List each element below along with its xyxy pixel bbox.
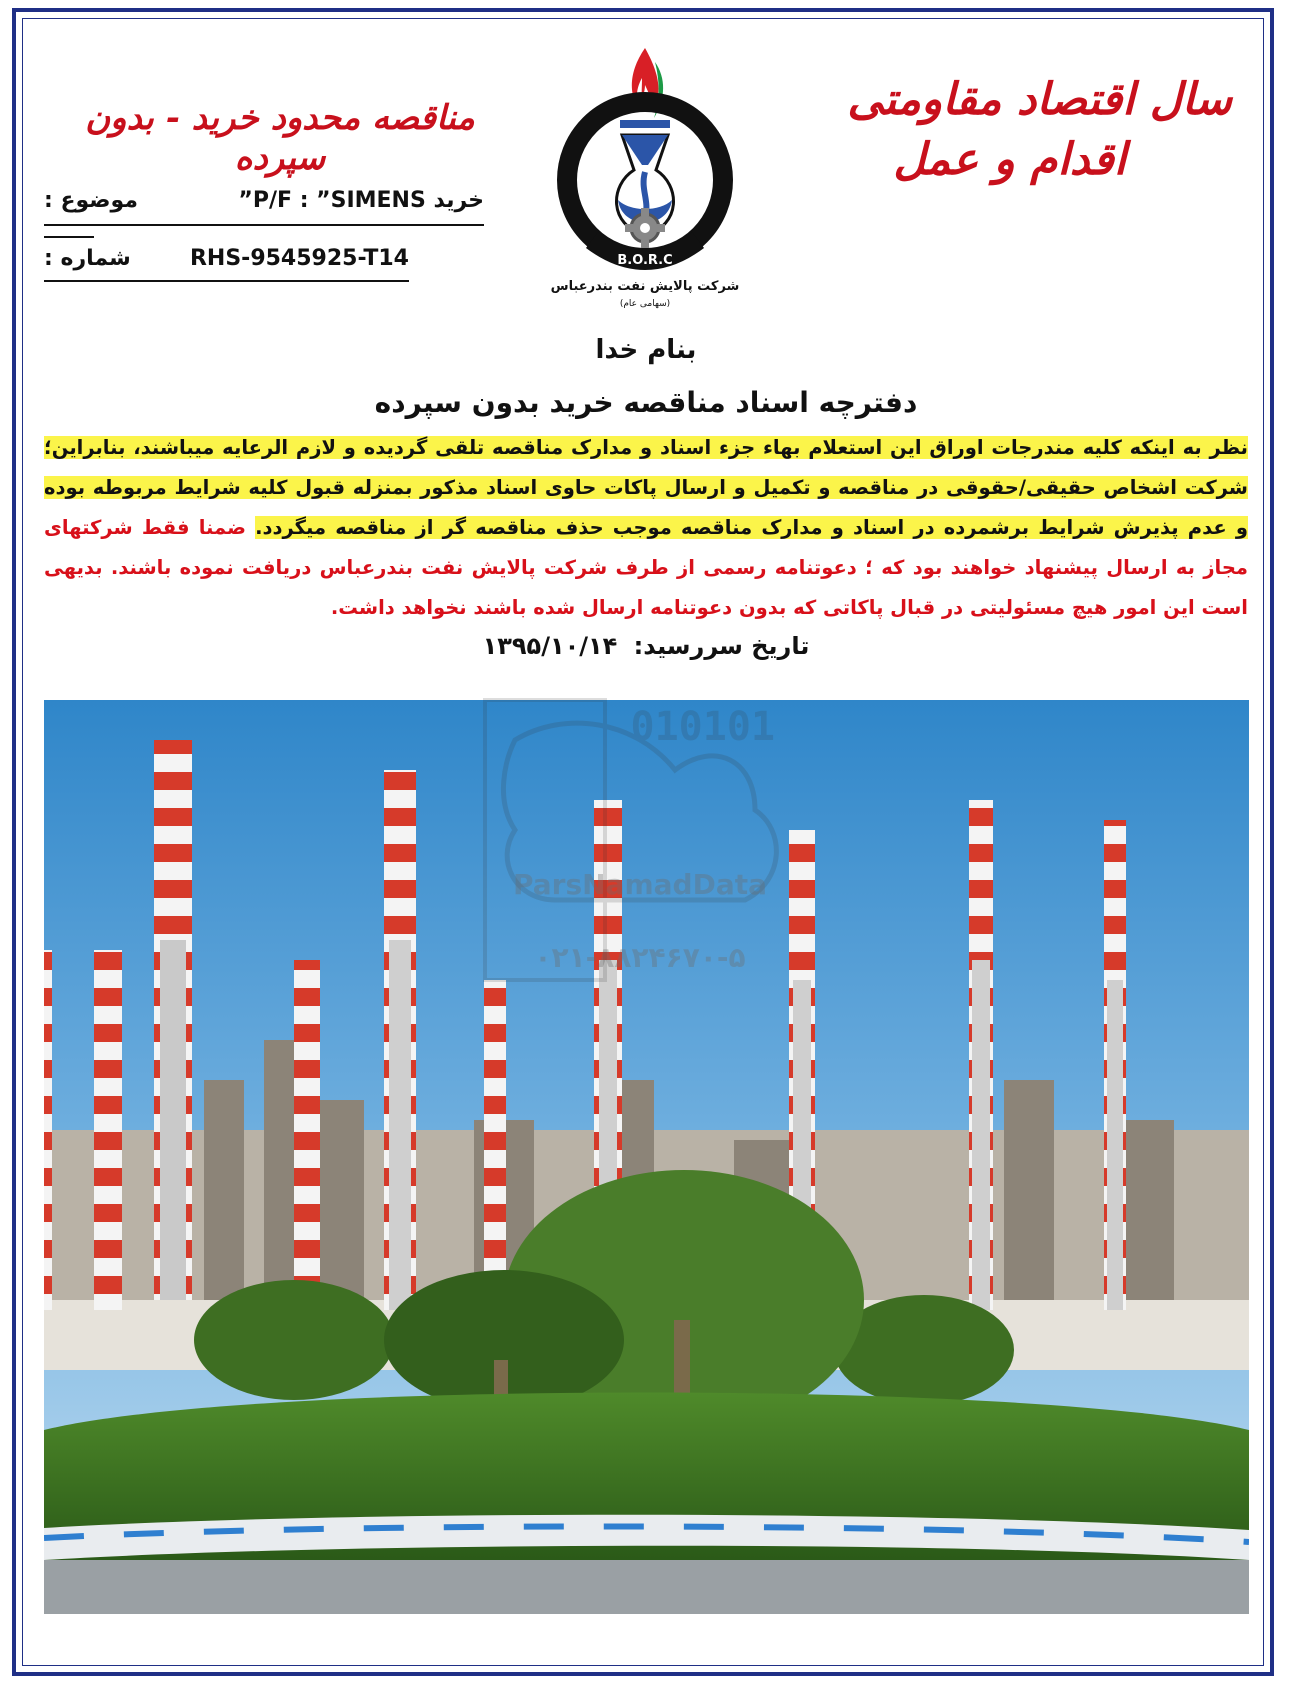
number-label: شماره : (44, 246, 131, 271)
logo-company-name: شرکت پالایش نفت بندرعباس (550, 279, 740, 294)
subject-label: موضوع : (44, 188, 138, 213)
logo-abbr: B.O.R.C (617, 253, 673, 268)
body-paragraph (44, 428, 1248, 628)
tender-type: مناقصه محدود خرید - بدون سپرده (85, 98, 475, 178)
body-highlighted-text: نظر به اینکه کلیه مندرجات اوراق این استعلام بهاء جزء اسناد و مدارک مناقصه تلقی گردیده و لازم الرعایه میباشند، بنابراین؛ شرکت اشخاص حقیقی/حقوقی در مناقصه و تکمیل و ارسال پاکات حاوی اسناد مذکور بمنزله قبول کلیه شرایط مربوطه بوده و عدم پذیرش شرایط برشمرده در اسناد و مدارک مناقصه موجب حذف مناقصه گر از مناقصه میگردد. (44, 436, 1248, 539)
document-title: دفترچه اسناد مناقصه خرید بدون سپرده (374, 386, 918, 419)
watermark-phone: ۰۲۱-۸۸۲۴۶۷۰-۵ (534, 941, 746, 974)
due-date-value: ۱۳۹۵/۱۰/۱۴ (482, 632, 618, 660)
due-date-label: تاریخ سررسید: (633, 632, 810, 660)
slogan-line-1: سال اقتصاد مقاومتی (847, 74, 1232, 125)
watermark-binary: 010101 (630, 704, 775, 750)
slogan-line-2: اقدام و عمل (893, 134, 1127, 185)
watermark-text (450, 868, 830, 974)
number-row (44, 246, 409, 282)
divider-line (44, 236, 94, 238)
body-red-text: ضمنا فقط شرکتهای مجاز به ارسال پیشنهاد خواهند بود که ؛ دعوتنامه رسمی از طرف شرکت پالایش نفت بندرعباس دریافت نموده باشند. بدیهی است این امور هیچ مسئولیتی در قبال پاکاتی که بدون دعوتنامه ارسال شده باشند نخواهد داشت. (44, 516, 1248, 619)
subject-row (44, 188, 484, 226)
due-date-row (0, 632, 1292, 660)
subject-value: خرید P/F : ”SIMENS” (238, 188, 484, 213)
company-logo-icon (530, 40, 760, 310)
slogan (847, 70, 1232, 190)
watermark-brand: ParsNamadData (513, 868, 767, 901)
logo-company-type: (سهامی عام) (619, 299, 671, 309)
tender-number: RHS-9545925-T14 (189, 246, 409, 271)
bename-heading: بنام خدا (595, 335, 697, 365)
